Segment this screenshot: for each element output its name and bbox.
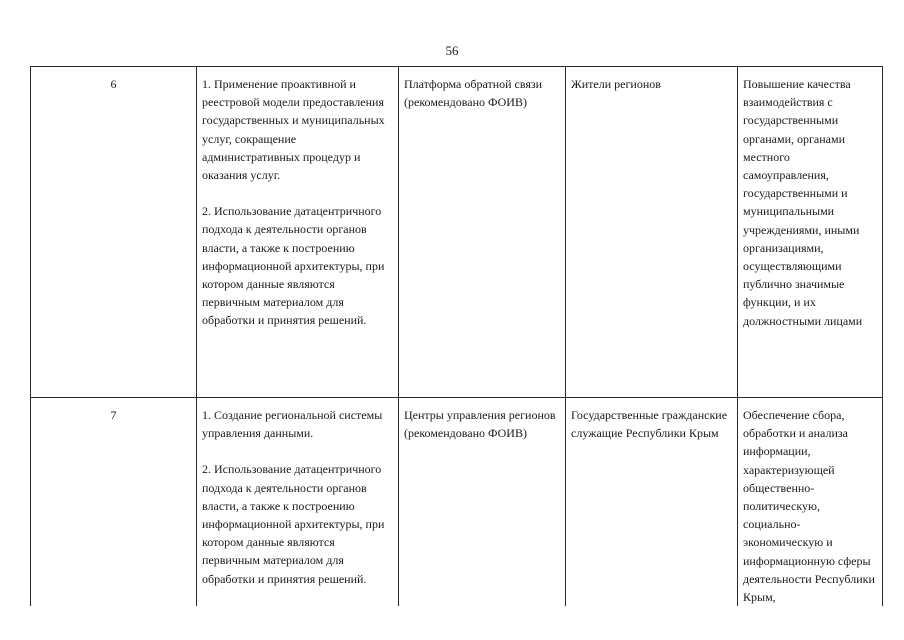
- platform-text: Платформа обратной связи (рекомендовано ФОИВ): [404, 77, 543, 110]
- row-number: 6: [110, 77, 117, 91]
- page-number: 56: [445, 43, 459, 58]
- activity-paragraph: 1. Создание региональной системы управления данными.: [202, 408, 383, 441]
- activity-paragraph: 2. Использование датацентричного подхода к деятельности органов власти, а также к построению информационной архитектуры, при котором данные являются первичным материалом для обработки и принятия решений.: [202, 462, 385, 586]
- table-row: [31, 67, 883, 398]
- result-text: Повышение качества взаимодействия с государственными органами, органами местного самоуправления, государственными и муниципальными учреждениями, иными организациями, осуществляющими публично значимые функции, и их должностными лицами: [743, 77, 863, 328]
- activity-paragraph: 1. Применение проактивной и реестровой модели предоставления государственных и муниципальных услуг, сокращение административных процедур и оказания услуг.: [202, 77, 385, 183]
- result-cell: [738, 67, 883, 398]
- result-text: Обеспечение сбора, обработки и анализа информации, характеризующей общественно-политическую, социально-экономическую и информационную сферы деятельности Республики Крым,: [743, 408, 875, 605]
- row-number-cell: [31, 67, 197, 398]
- activity-paragraph: 2. Использование датацентричного подхода к деятельности органов власти, а также к построению информационной архитектуры, при котором данные являются первичным материалом для обработки и принятия решений.: [202, 204, 385, 328]
- users-cell: [566, 67, 738, 398]
- activity-cell: [197, 398, 399, 607]
- row-number-cell: [31, 398, 197, 607]
- measures-table: [30, 66, 883, 606]
- table-row: [31, 398, 883, 607]
- row-number: 7: [110, 408, 117, 422]
- users-text: Жители регионов: [571, 77, 661, 91]
- platform-cell: [399, 67, 566, 398]
- activity-cell: [197, 67, 399, 398]
- platform-cell: [399, 398, 566, 607]
- result-cell: [738, 398, 883, 607]
- platform-text: Центры управления регионов (рекомендовано ФОИВ): [404, 408, 556, 441]
- users-cell: [566, 398, 738, 607]
- users-text: Государственные гражданские служащие Республики Крым: [571, 408, 728, 441]
